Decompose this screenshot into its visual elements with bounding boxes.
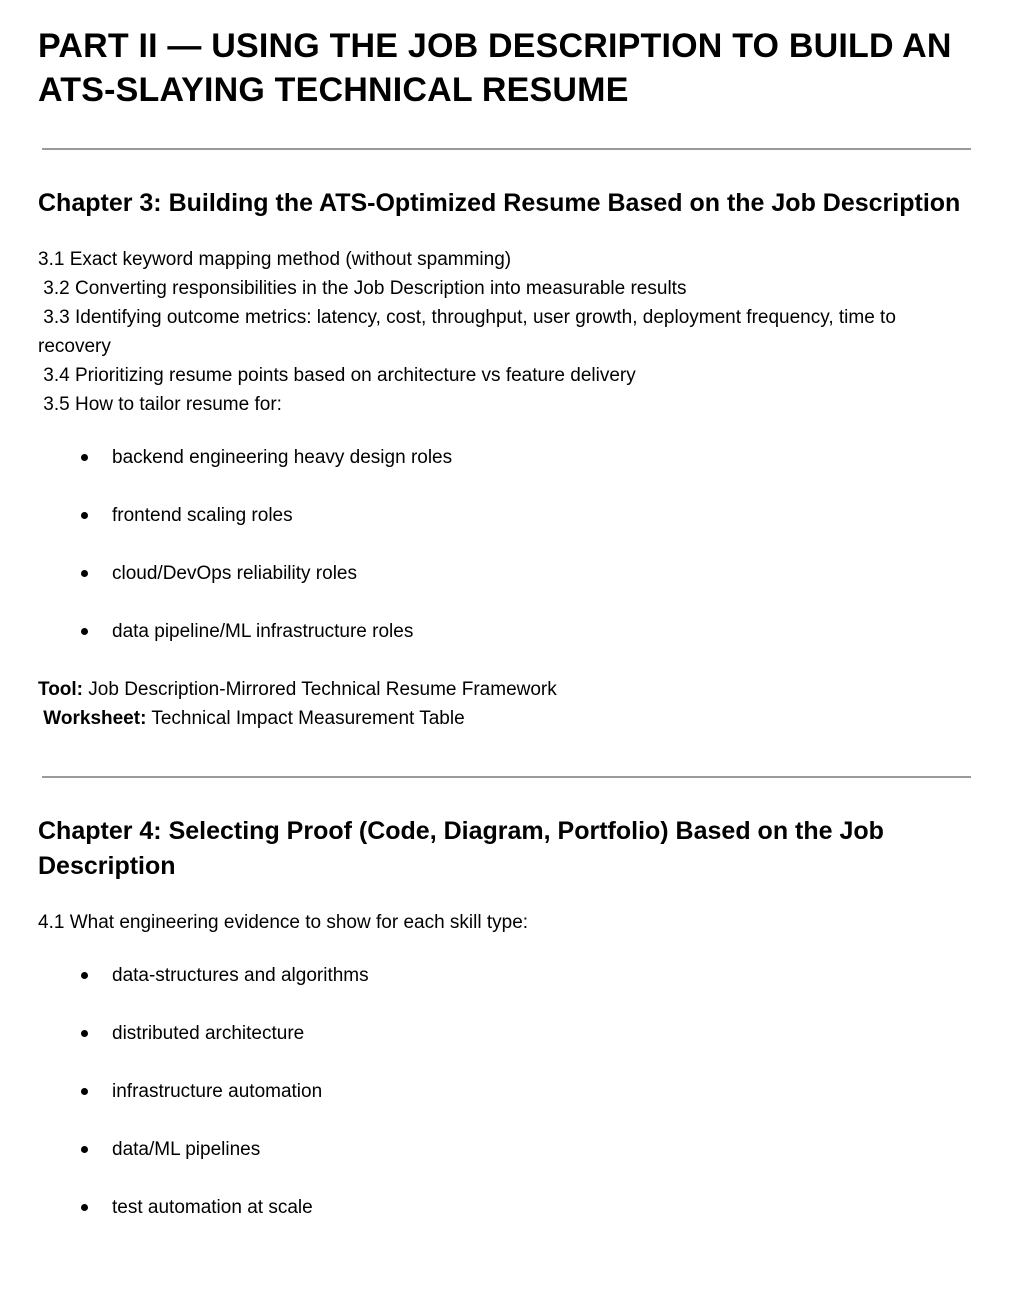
outline-item-3-2: 3.2 Converting responsibilities in the Job Description into measurable results [38, 278, 687, 299]
outline-item-4-1: 4.1 What engineering evidence to show for each skill type: [38, 912, 529, 933]
list-item [38, 1193, 971, 1222]
chapter-3-heading: Chapter 3: Building the ATS-Optimized Resume Based on the Job Description [38, 189, 961, 217]
chapter-4-bullet-list [38, 961, 971, 1222]
list-item-text: infrastructure automation [112, 1081, 323, 1102]
chapter-4-heading: Chapter 4: Selecting Proof (Code, Diagram, Portfolio) Based on the Job Description [38, 817, 891, 880]
tool-text: Job Description-Mirrored Technical Resume Framework [83, 679, 557, 700]
list-item-text: distributed architecture [112, 1023, 305, 1044]
chapter-3-section [38, 186, 971, 733]
horizontal-divider [42, 148, 971, 150]
list-item [38, 501, 971, 530]
tool-line [38, 675, 971, 704]
worksheet-text: Technical Impact Measurement Table [146, 708, 465, 729]
chapter-3-bullet-list [38, 443, 971, 646]
outline-item-3-5: 3.5 How to tailor resume for: [38, 394, 282, 415]
chapter-4-section [38, 814, 971, 1222]
list-item-text: data pipeline/ML infrastructure roles [112, 621, 414, 642]
horizontal-divider [42, 776, 971, 778]
list-item [38, 617, 971, 646]
list-item-text: frontend scaling roles [112, 505, 293, 526]
chapter-3-outline [38, 245, 971, 419]
list-item-text: test automation at scale [112, 1197, 313, 1218]
outline-item-3-3: 3.3 Identifying outcome metrics: latency, cost, throughput, user growth, deployment frequency, time to recovery [38, 307, 902, 357]
list-item-text: backend engineering heavy design roles [112, 447, 453, 468]
list-item [38, 1135, 971, 1164]
list-item-text: data-structures and algorithms [112, 965, 369, 986]
list-item [38, 1019, 971, 1048]
outline-item-3-1: 3.1 Exact keyword mapping method (without spamming) [38, 249, 512, 270]
tool-label: Tool: [38, 679, 84, 700]
list-item [38, 961, 971, 990]
list-item-text: data/ML pipelines [112, 1139, 261, 1160]
list-item [38, 1077, 971, 1106]
worksheet-label: Worksheet: [38, 708, 147, 729]
list-item [38, 443, 971, 472]
list-item [38, 559, 971, 588]
worksheet-line [38, 704, 971, 733]
part-title: PART II — USING THE JOB DESCRIPTION TO BUILD AN ATS-SLAYING TECHNICAL RESUME [38, 27, 960, 109]
outline-item-3-4: 3.4 Prioritizing resume points based on architecture vs feature delivery [38, 365, 636, 386]
list-item-text: cloud/DevOps reliability roles [112, 563, 357, 584]
